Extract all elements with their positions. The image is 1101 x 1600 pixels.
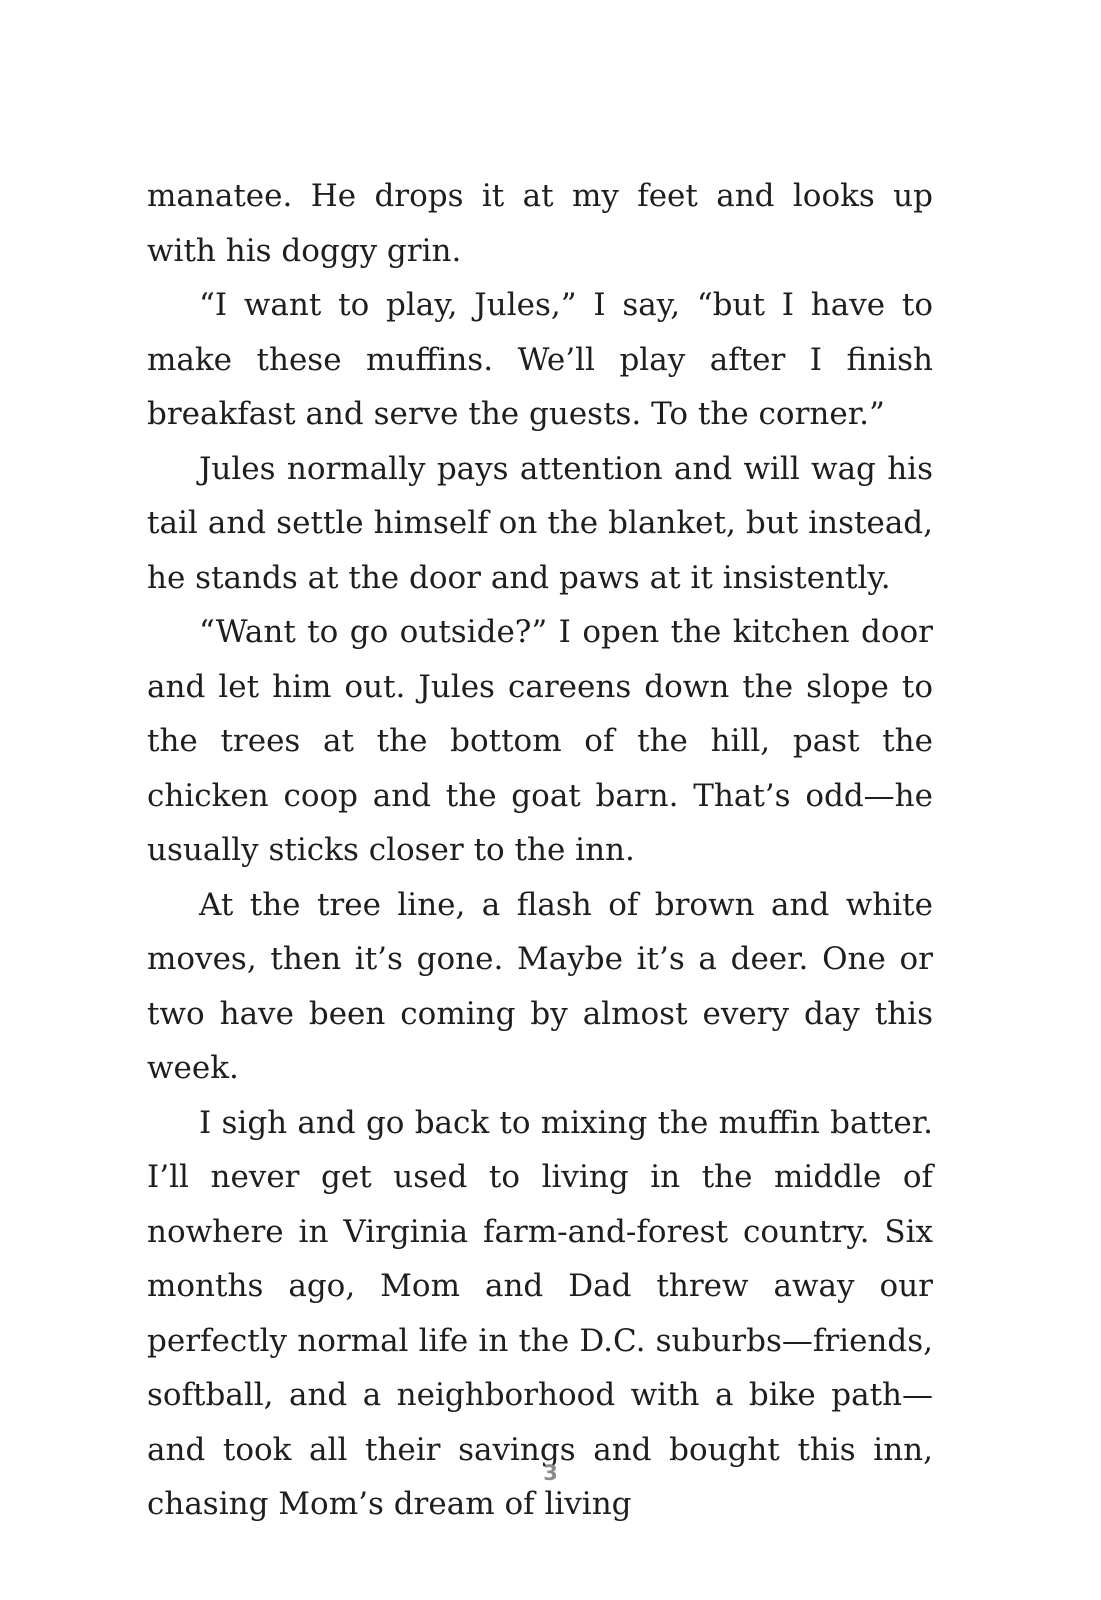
paragraph-1: manatee. He drops it at my feet and looks up with his doggy grin. [147, 178, 933, 269]
paragraph-6: I sigh and go back to mixing the muffin batter. I’ll never get used to living in the middle of nowhere in Virginia farm-and-forest country. Six months ago, Mom and Dad threw away our perfectly normal life in the D.C. suburbs—friends, softball, and a neighborhood with a bike path—and took all their savings and bought this inn, chasing Mom’s dream of living [147, 1104, 933, 1522]
paragraph-4: “Want to go outside?” I open the kitchen door and let him out. Jules careens down the slope to the trees at the bottom of the hill, past the chicken coop and the goat barn. That’s odd—he usually sticks closer to the inn. [147, 614, 933, 868]
paragraph-2: “I want to play, Jules,” I say, “but I have to make these muffins. We’ll play after I finish breakfast and serve the guests. To the corner.” [147, 287, 933, 432]
body-text [147, 169, 933, 1532]
paragraph-5: At the tree line, a flash of brown and white moves, then it’s gone. Maybe it’s a deer. One or two have been coming by almost every day this week. [147, 886, 933, 1086]
paragraph-3: Jules normally pays attention and will wag his tail and settle himself on the blanket, but instead, he stands at the door and paws at it insistently. [147, 450, 933, 596]
page-number: 3 [543, 1461, 558, 1485]
